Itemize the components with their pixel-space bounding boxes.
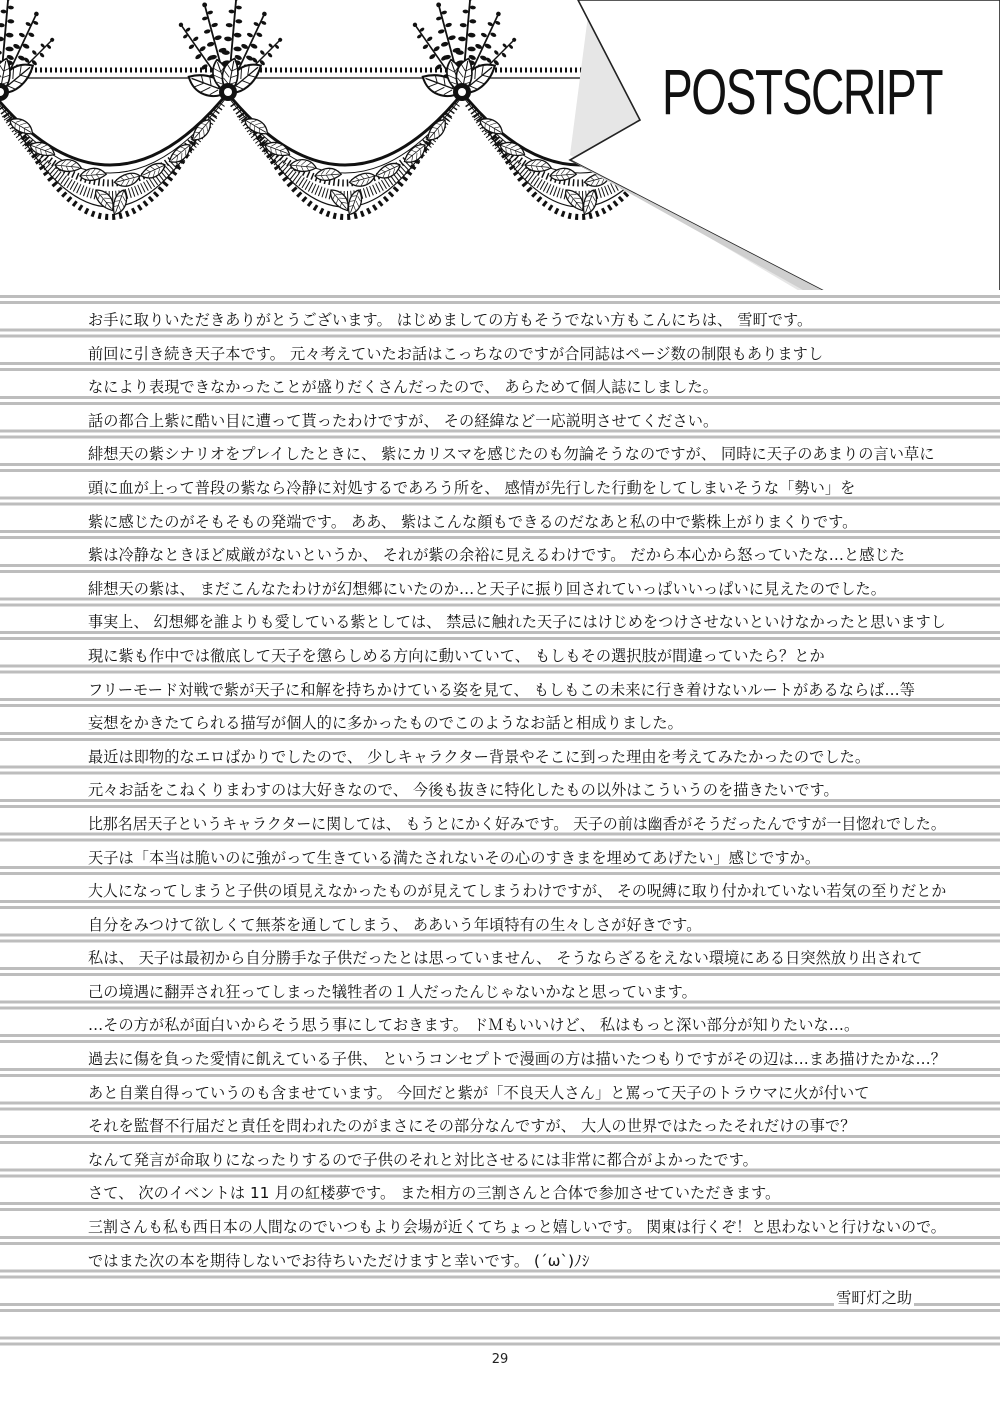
author-signature: 雪町灯之助 bbox=[836, 1289, 912, 1307]
body-line: …その方が私が面白いからそう思う事にしておきます。 ドＭもいいけど、 私はもっと深い部分が知りたいな…。 bbox=[88, 1016, 860, 1035]
body-line: 比那名居天子というキャラクターに関しては、 もうとにかく好みです。 天子の前は幽香がそうだったんですが一目惚れでした。 bbox=[88, 814, 946, 833]
body-line: なんて発言が命取りになったりするので子供のそれと対比させるには非常に都合がよかったです。 bbox=[88, 1150, 758, 1169]
body-line: 自分をみつけて欲しくて無茶を通してしまう、 ああいう年頃特有の生々しさが好きです。 bbox=[88, 915, 702, 934]
body-line: 私は、 天子は最初から自分勝手な子供だったとは思っていません、 そうならざるをえない環境にある日突然放り出されて bbox=[88, 949, 923, 968]
body-line: 緋想天の紫は、 まだこんなたわけが幻想郷にいたのか…と天子に振り回されていっぱいいっぱいに見えたのでした。 bbox=[88, 579, 887, 598]
postscript-title: POSTSCRIPT bbox=[662, 56, 943, 128]
body-line: 緋想天の紫シナリオをプレイしたときに、 紫にカリスマを感じたのも勿論そうなのですが、 同時に天子のあまりの言い草に bbox=[88, 445, 935, 464]
body-line: 最近は即物的なエロばかりでしたので、 少しキャラクター背景やそこに到った理由を考えてみたかったのでした。 bbox=[88, 747, 871, 766]
postscript-body bbox=[88, 305, 948, 1279]
body-line: 天子は「本当は脆いのに強がって生きている満たされないその心のすきまを埋めてあげたい」感じですか。 bbox=[88, 848, 821, 867]
body-line: 前回に引き続き天子本です。 元々考えていたお話はこっちなのですが合同誌はページ数の制限もありますし bbox=[88, 344, 824, 363]
body-line: フリーモード対戦で紫が天子に和解を持ちかけている姿を見て、 もしもこの未来に行き着けないルートがあるならば…等 bbox=[88, 680, 916, 699]
body-line: なにより表現できなかったことが盛りだくさんだったので、 あらためて個人誌にしました。 bbox=[88, 378, 718, 397]
body-line: さて、 次のイベントは 11 月の紅楼夢です。 また相方の三割さんと合体で参加させていただきます。 bbox=[88, 1184, 781, 1203]
body-line: 三割さんも私も西日本の人間なのでいつもより会場が近くてちょっと嬉しいです。 関東は行くぞ！と思わないと行けないので。 bbox=[88, 1218, 946, 1237]
body-line: 大人になってしまうと子供の頃見えなかったものが見えてしまうわけですが、 その呪縛に取り付かれていない若気の至りだとか bbox=[88, 882, 947, 901]
body-line: お手に取りいただきありがとうございます。 はじめましての方もそうでない方もこんにちは、 雪町です。 bbox=[88, 311, 813, 329]
body-line: それを監督不行届だと責任を問われたのがまさにその部分なんですが、 大人の世界ではたったそれだけの事で？ bbox=[88, 1117, 856, 1136]
body-line: 話の都合上紫に酷い目に遭って貰ったわけですが、 その経緯など一応説明させてください。 bbox=[88, 411, 719, 430]
body-line: 頭に血が上って普段の紫なら冷静に対処するであろう所を、 感情が先行した行動をしてしまいそうな「勢い」を bbox=[88, 478, 856, 497]
body-line: 元々お話をこねくりまわすのは大好きなので、 今後も抜きに特化したもの以外はこういうのを描きたいです。 bbox=[88, 781, 839, 800]
body-line: 過去に傷を負った愛情に飢えている子供、 というコンセプトで漫画の方は描いたつもりですがその辺は…まあ描けたかな…？ bbox=[88, 1050, 947, 1069]
body-line: ではまた次の本を期待しないでお待ちいただけますと幸いです。 (´ω`)ﾉｼ bbox=[88, 1251, 590, 1270]
body-line: 紫に感じたのがそもそもの発端です。 ああ、 紫はこんな顔もできるのだなあと私の中で紫株上がりまくりです。 bbox=[88, 512, 858, 531]
body-line: 現に紫も作中では徹底して天子を懲らしめる方向に動いていて、 もしもその選択肢が間違っていたら？とか bbox=[88, 646, 825, 665]
lace-header-decoration bbox=[0, 0, 1000, 290]
body-line: 事実上、 幻想郷を誰よりも愛している紫としては、 禁忌に触れた天子にはけじめをつけさせないといけなかったと思いますし bbox=[88, 613, 946, 632]
body-line: あと自業自得っていうのも含ませています。 今回だと紫が「不良天人さん」と罵って天子のトラウマに火が付いて bbox=[88, 1083, 870, 1102]
page-number: 29 bbox=[491, 1352, 509, 1367]
body-line: 己の境遇に翻弄され狂ってしまった犠牲者の１人だったんじゃないかなと思っています。 bbox=[88, 982, 697, 1001]
body-line: 妄想をかきたてられる描写が個人的に多かったものでこのようなお話と相成りました。 bbox=[88, 714, 683, 733]
body-line: 紫は冷静なときほど威厳がないというか、 それが紫の余裕に見えるわけです。 だから本心から怒っていたな…と感じた bbox=[88, 546, 905, 565]
